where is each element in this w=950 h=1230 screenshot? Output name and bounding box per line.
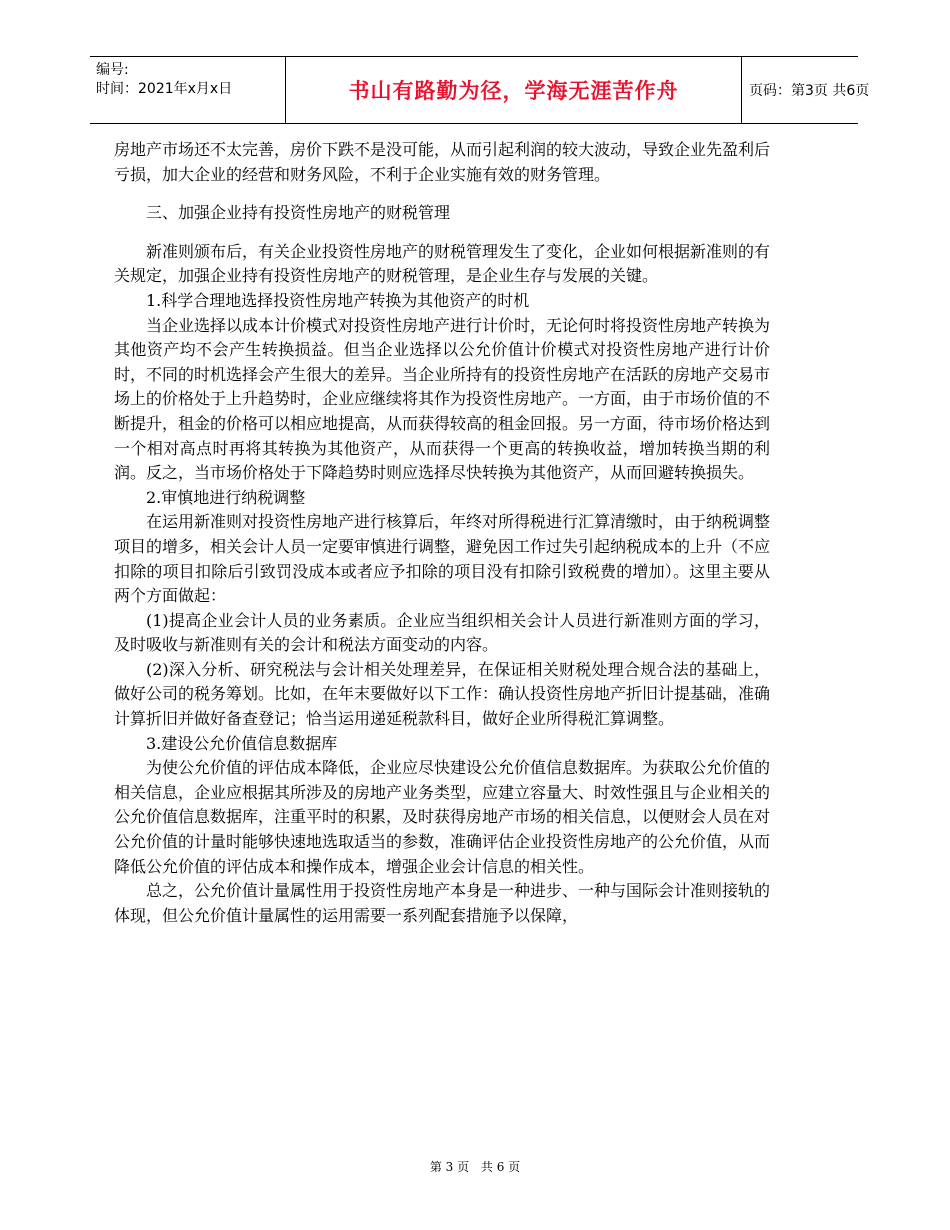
- header-page-info: 页码：第3页 共6页: [749, 83, 870, 99]
- paragraph-2: 在运用新准则对投资性房地产进行核算后，年终对所得税进行汇算清缴时，由于纳税调整项目的增多，相关会计人员一定要审慎进行调整，避免因工作过失引起纳税成本的上升（不应扣除的项目扣除后引致罚没成本或者应予扣除的项目没有扣除引致税费的增加）。这里主要从两个方面做起：: [114, 512, 771, 606]
- paragraph-2-item-2: (2)深入分析、研究税法与会计相关处理差异，在保证相关财税处理合规合法的基础上，做好公司的税务筹划。比如，在年末要做好以下工作：确认投资性房地产折旧计提基础，准确计算折旧并做好备查登记；恰当运用递延税款科目，做好企业所得税汇算调整。: [114, 659, 771, 729]
- document-body: [114, 138, 770, 928]
- paragraph-summary: 总之，公允价值计量属性用于投资性房地产本身是一种进步、一种与国际会计准则接轨的体现，但公允价值计量属性的运用需要一系列配套措施予以保障，: [114, 881, 771, 925]
- footer-total-pages: 共 6 页: [480, 1160, 521, 1174]
- header-motto-cell: [285, 57, 742, 123]
- section-title: 三、加强企业持有投资性房地产的财税管理: [146, 203, 451, 223]
- subheading-3: 3.建设公允价值信息数据库: [146, 733, 338, 753]
- page-footer: [0, 1158, 950, 1175]
- header-meta: [90, 57, 285, 123]
- paragraph-3: 为使公允价值的评估成本降低，企业应尽快建设公允价值信息数据库。为获取公允价值的相关信息，企业应根据其所涉及的房地产业务类型，应建立容量大、时效性强且与企业相关的公允价值信息数据库，注重平时的积累，及时获得房地产市场的相关信息，以便财会人员在对公允价值的计量时能够快速地选取适当的参数，准确评估企业投资性房地产的公允价值，从而降低公允价值的评估成本和操作成本，增强企业会计信息的相关性。: [114, 758, 771, 876]
- paragraph-intro: 房地产市场还不太完善，房价下跌不是没可能，从而引起利润的较大波动，导致企业先盈利后亏损，加大企业的经营和财务风险，不利于企业实施有效的财务管理。: [114, 140, 771, 184]
- header-motto: 书山有路勤为径，学海无涯苦作舟: [348, 79, 679, 103]
- spacer: [114, 187, 770, 201]
- paragraph-2-item-1: (1)提高企业会计人员的业务素质。企业应当组织相关会计人员进行新准则方面的学习，及时吸收与新准则有关的会计和税法方面变动的内容。: [114, 610, 770, 655]
- paragraph-1: 当企业选择以成本计价模式对投资性房地产进行计价时，无论何时将投资性房地产转换为其他资产均不会产生转换损益。但当企业选择以公允价值计价模式对投资性房地产进行计价时，不同的时机选择会产生很大的差异。当企业所持有的投资性房地产在活跃的房地产交易市场上的价格处于上升趋势时，企业应继续将其作为投资性房地产。一方面，由于市场价值的不断提升，租金的价格可以相应地提高，从而获得较高的租金回报。另一方面，待市场价格达到一个相对高点时再将其转换为其他资产，从而获得一个更高的转换收益，增加转换当期的利润。反之，当市场价格处于下降趋势时则应选择尽快转换为其他资产，从而回避转换损失。: [114, 315, 771, 483]
- page-header: [90, 56, 870, 124]
- spacer: [114, 226, 770, 240]
- subheading-2: 2.审慎地进行纳税调整: [146, 487, 306, 507]
- header-page-cell: [741, 57, 870, 123]
- subheading-1: 1.科学合理地选择投资性房地产转换为其他资产的时机: [146, 290, 530, 310]
- paragraph-section-intro: 新准则颁布后，有关企业投资性房地产的财税管理发生了变化，企业如何根据新准则的有关规定，加强企业持有投资性房地产的财税管理，是企业生存与发展的关键。: [114, 241, 771, 286]
- footer-current-page: 第 3 页: [429, 1160, 470, 1174]
- document-time-label: 时间：2021年x月x日: [96, 81, 233, 97]
- document-number-label: 编号:: [96, 62, 129, 78]
